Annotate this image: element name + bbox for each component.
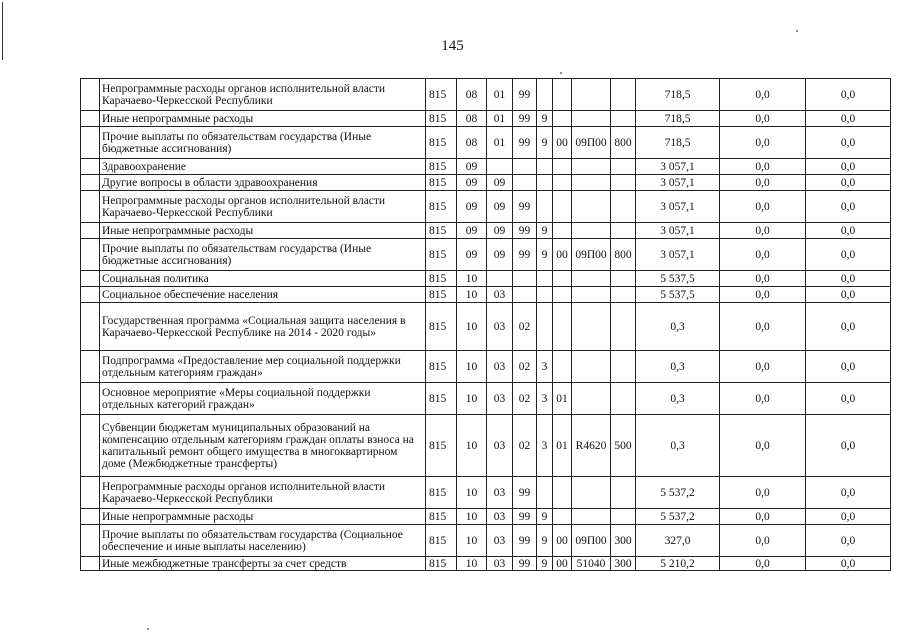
direction-code-cell: 09П00 (572, 525, 611, 557)
event-code-cell (553, 223, 572, 239)
table-row (81, 525, 891, 557)
subprogram-code-cell (537, 175, 553, 191)
section-code-cell: 10 (457, 351, 487, 383)
scan-speck (560, 72, 562, 74)
amount-cell: 5 537,2 (636, 477, 720, 509)
amount-cell: 0,0 (720, 111, 806, 127)
expense-type-cell (611, 383, 636, 415)
section-code-cell: 10 (457, 509, 487, 525)
direction-code-cell (572, 271, 611, 287)
table-row (81, 509, 891, 525)
row-margin-cell (81, 415, 100, 477)
admin-code-cell: 815 (426, 509, 457, 525)
program-code-cell: 99 (513, 79, 537, 111)
row-margin-cell (81, 557, 100, 571)
expense-type-cell (611, 111, 636, 127)
amount-cell: 5 537,5 (636, 287, 720, 303)
amount-cell: 0,0 (806, 239, 891, 271)
item-name-cell: Социальная политика (100, 271, 426, 287)
amount-cell: 0,0 (806, 223, 891, 239)
section-code-cell: 10 (457, 287, 487, 303)
amount-cell: 718,5 (636, 111, 720, 127)
subsection-code-cell: 03 (487, 509, 513, 525)
item-name-cell: Государственная программа «Социальная защита населения в Карачаево-Черкесской Республике на 2014 - 2020 годы» (100, 303, 426, 351)
admin-code-cell: 815 (426, 303, 457, 351)
direction-code-cell (572, 191, 611, 223)
amount-cell: 0,0 (720, 159, 806, 175)
amount-cell: 0,0 (720, 557, 806, 571)
section-code-cell: 10 (457, 415, 487, 477)
direction-code-cell: 09П00 (572, 239, 611, 271)
item-name-cell: Иные непрограммные расходы (100, 223, 426, 239)
program-code-cell: 99 (513, 191, 537, 223)
item-name-cell: Прочие выплаты по обязательствам государства (Социальное обеспечение и иные выплаты населению) (100, 525, 426, 557)
event-code-cell (553, 159, 572, 175)
amount-cell: 0,3 (636, 383, 720, 415)
item-name-cell: Социальное обеспечение населения (100, 287, 426, 303)
row-margin-cell (81, 79, 100, 111)
program-code-cell: 99 (513, 525, 537, 557)
expense-type-cell: 800 (611, 239, 636, 271)
subsection-code-cell: 03 (487, 351, 513, 383)
direction-code-cell: 51040 (572, 557, 611, 571)
subprogram-code-cell: 3 (537, 351, 553, 383)
subsection-code-cell: 03 (487, 303, 513, 351)
amount-cell: 5 537,2 (636, 509, 720, 525)
section-code-cell: 09 (457, 191, 487, 223)
program-code-cell: 02 (513, 415, 537, 477)
admin-code-cell: 815 (426, 159, 457, 175)
expense-type-cell (611, 477, 636, 509)
subprogram-code-cell (537, 191, 553, 223)
subprogram-code-cell (537, 271, 553, 287)
table-body (81, 79, 891, 571)
item-name-cell: Непрограммные расходы органов исполнительной власти Карачаево-Черкесской Республики (100, 477, 426, 509)
event-code-cell: 00 (553, 239, 572, 271)
table-row (81, 557, 891, 571)
subsection-code-cell: 01 (487, 127, 513, 159)
table-row (81, 271, 891, 287)
amount-cell: 3 057,1 (636, 191, 720, 223)
admin-code-cell: 815 (426, 415, 457, 477)
amount-cell: 0,0 (806, 415, 891, 477)
amount-cell: 0,0 (720, 271, 806, 287)
subprogram-code-cell: 3 (537, 415, 553, 477)
program-code-cell: 99 (513, 557, 537, 571)
amount-cell: 0,0 (720, 509, 806, 525)
section-code-cell: 09 (457, 159, 487, 175)
row-margin-cell (81, 525, 100, 557)
subprogram-code-cell (537, 303, 553, 351)
program-code-cell (513, 159, 537, 175)
subprogram-code-cell: 3 (537, 383, 553, 415)
admin-code-cell: 815 (426, 525, 457, 557)
row-margin-cell (81, 383, 100, 415)
event-code-cell: 01 (553, 415, 572, 477)
admin-code-cell: 815 (426, 287, 457, 303)
direction-code-cell (572, 509, 611, 525)
subsection-code-cell: 09 (487, 175, 513, 191)
section-code-cell: 10 (457, 477, 487, 509)
table-row (81, 415, 891, 477)
subprogram-code-cell: 9 (537, 525, 553, 557)
expense-type-cell (611, 351, 636, 383)
amount-cell: 3 057,1 (636, 175, 720, 191)
event-code-cell: 00 (553, 127, 572, 159)
expense-type-cell (611, 303, 636, 351)
subprogram-code-cell: 9 (537, 223, 553, 239)
section-code-cell: 10 (457, 557, 487, 571)
item-name-cell: Непрограммные расходы органов исполнительной власти Карачаево-Черкесской Республики (100, 79, 426, 111)
subprogram-code-cell: 9 (537, 111, 553, 127)
event-code-cell (553, 351, 572, 383)
program-code-cell (513, 175, 537, 191)
program-code-cell: 99 (513, 509, 537, 525)
amount-cell: 0,0 (806, 383, 891, 415)
program-code-cell (513, 271, 537, 287)
subsection-code-cell (487, 159, 513, 175)
admin-code-cell: 815 (426, 557, 457, 571)
amount-cell: 3 057,1 (636, 159, 720, 175)
event-code-cell (553, 191, 572, 223)
amount-cell: 0,0 (806, 127, 891, 159)
program-code-cell: 02 (513, 383, 537, 415)
section-code-cell: 08 (457, 127, 487, 159)
item-name-cell: Иные непрограммные расходы (100, 111, 426, 127)
row-margin-cell (81, 351, 100, 383)
subprogram-code-cell (537, 287, 553, 303)
subsection-code-cell: 03 (487, 477, 513, 509)
direction-code-cell (572, 287, 611, 303)
subsection-code-cell: 01 (487, 79, 513, 111)
amount-cell: 718,5 (636, 127, 720, 159)
amount-cell: 3 057,1 (636, 239, 720, 271)
direction-code-cell: 09П00 (572, 127, 611, 159)
item-name-cell: Иные непрограммные расходы (100, 509, 426, 525)
amount-cell: 0,0 (720, 191, 806, 223)
item-name-cell: Другие вопросы в области здравоохранения (100, 175, 426, 191)
subprogram-code-cell: 9 (537, 557, 553, 571)
scan-speck (796, 30, 798, 32)
amount-cell: 0,0 (806, 303, 891, 351)
row-margin-cell (81, 111, 100, 127)
event-code-cell (553, 271, 572, 287)
admin-code-cell: 815 (426, 239, 457, 271)
admin-code-cell: 815 (426, 111, 457, 127)
row-margin-cell (81, 127, 100, 159)
item-name-cell: Иные межбюджетные трансферты за счет средств (100, 557, 426, 571)
table-row (81, 477, 891, 509)
program-code-cell: 02 (513, 351, 537, 383)
subprogram-code-cell (537, 159, 553, 175)
budget-table (80, 78, 891, 571)
expense-type-cell: 500 (611, 415, 636, 477)
subsection-code-cell: 03 (487, 525, 513, 557)
amount-cell: 5 210,2 (636, 557, 720, 571)
amount-cell: 0,0 (720, 383, 806, 415)
amount-cell: 0,0 (806, 191, 891, 223)
direction-code-cell (572, 477, 611, 509)
amount-cell: 5 537,5 (636, 271, 720, 287)
page-number: 145 (441, 38, 464, 54)
amount-cell: 0,0 (806, 287, 891, 303)
subprogram-code-cell (537, 477, 553, 509)
program-code-cell: 99 (513, 477, 537, 509)
table-row (81, 223, 891, 239)
table-row (81, 111, 891, 127)
expense-type-cell (611, 175, 636, 191)
amount-cell: 0,0 (720, 525, 806, 557)
table-row (81, 191, 891, 223)
direction-code-cell (572, 159, 611, 175)
direction-code-cell (572, 351, 611, 383)
section-code-cell: 08 (457, 79, 487, 111)
expense-type-cell: 300 (611, 525, 636, 557)
subsection-code-cell: 03 (487, 383, 513, 415)
subsection-code-cell: 01 (487, 111, 513, 127)
amount-cell: 0,0 (720, 223, 806, 239)
event-code-cell (553, 477, 572, 509)
amount-cell: 0,0 (806, 175, 891, 191)
amount-cell: 0,0 (806, 525, 891, 557)
admin-code-cell: 815 (426, 79, 457, 111)
amount-cell: 327,0 (636, 525, 720, 557)
program-code-cell: 99 (513, 111, 537, 127)
section-code-cell: 10 (457, 525, 487, 557)
expense-type-cell (611, 287, 636, 303)
row-margin-cell (81, 477, 100, 509)
event-code-cell (553, 509, 572, 525)
event-code-cell (553, 111, 572, 127)
section-code-cell: 09 (457, 223, 487, 239)
section-code-cell: 10 (457, 271, 487, 287)
table-row (81, 175, 891, 191)
direction-code-cell (572, 303, 611, 351)
section-code-cell: 09 (457, 239, 487, 271)
subsection-code-cell (487, 271, 513, 287)
expense-type-cell (611, 509, 636, 525)
direction-code-cell (572, 79, 611, 111)
amount-cell: 0,0 (806, 79, 891, 111)
program-code-cell: 99 (513, 223, 537, 239)
amount-cell: 0,0 (806, 509, 891, 525)
table-row (81, 79, 891, 111)
row-margin-cell (81, 223, 100, 239)
row-margin-cell (81, 239, 100, 271)
table-row (81, 351, 891, 383)
row-margin-cell (81, 159, 100, 175)
amount-cell: 0,0 (720, 415, 806, 477)
amount-cell: 0,0 (806, 111, 891, 127)
direction-code-cell: R4620 (572, 415, 611, 477)
amount-cell: 0,0 (720, 239, 806, 271)
expense-type-cell: 300 (611, 557, 636, 571)
amount-cell: 0,0 (720, 351, 806, 383)
item-name-cell: Подпрограмма «Предоставление мер социальной поддержки отдельным категориям граждан» (100, 351, 426, 383)
amount-cell: 3 057,1 (636, 223, 720, 239)
section-code-cell: 10 (457, 383, 487, 415)
program-code-cell (513, 287, 537, 303)
expense-type-cell: 800 (611, 127, 636, 159)
subsection-code-cell: 09 (487, 191, 513, 223)
amount-cell: 0,3 (636, 415, 720, 477)
admin-code-cell: 815 (426, 175, 457, 191)
item-name-cell: Здравоохранение (100, 159, 426, 175)
table-row (81, 287, 891, 303)
item-name-cell: Прочие выплаты по обязательствам государства (Иные бюджетные ассигнования) (100, 239, 426, 271)
admin-code-cell: 815 (426, 223, 457, 239)
amount-cell: 0,0 (806, 271, 891, 287)
amount-cell: 0,3 (636, 351, 720, 383)
amount-cell: 0,0 (806, 159, 891, 175)
admin-code-cell: 815 (426, 191, 457, 223)
program-code-cell: 99 (513, 127, 537, 159)
amount-cell: 0,0 (720, 79, 806, 111)
table-row (81, 383, 891, 415)
event-code-cell (553, 303, 572, 351)
table-row (81, 159, 891, 175)
subprogram-code-cell: 9 (537, 127, 553, 159)
admin-code-cell: 815 (426, 351, 457, 383)
expense-type-cell (611, 191, 636, 223)
table-row (81, 303, 891, 351)
amount-cell: 0,0 (720, 127, 806, 159)
subprogram-code-cell: 9 (537, 239, 553, 271)
item-name-cell: Непрограммные расходы органов исполнительной власти Карачаево-Черкесской Республики (100, 191, 426, 223)
section-code-cell: 09 (457, 175, 487, 191)
amount-cell: 0,0 (806, 351, 891, 383)
program-code-cell: 99 (513, 239, 537, 271)
direction-code-cell (572, 175, 611, 191)
direction-code-cell (572, 223, 611, 239)
admin-code-cell: 815 (426, 477, 457, 509)
amount-cell: 0,0 (806, 477, 891, 509)
expense-type-cell (611, 223, 636, 239)
row-margin-cell (81, 175, 100, 191)
amount-cell: 0,0 (720, 175, 806, 191)
row-margin-cell (81, 303, 100, 351)
section-code-cell: 10 (457, 303, 487, 351)
amount-cell: 0,0 (720, 303, 806, 351)
event-code-cell: 00 (553, 525, 572, 557)
subprogram-code-cell: 9 (537, 509, 553, 525)
event-code-cell (553, 287, 572, 303)
amount-cell: 0,0 (806, 557, 891, 571)
subsection-code-cell: 09 (487, 223, 513, 239)
admin-code-cell: 815 (426, 271, 457, 287)
row-margin-cell (81, 271, 100, 287)
scan-speck (147, 628, 149, 630)
section-code-cell: 08 (457, 111, 487, 127)
table-row (81, 239, 891, 271)
subsection-code-cell: 03 (487, 287, 513, 303)
row-margin-cell (81, 287, 100, 303)
expense-type-cell (611, 271, 636, 287)
subsection-code-cell: 03 (487, 557, 513, 571)
admin-code-cell: 815 (426, 383, 457, 415)
expense-type-cell (611, 79, 636, 111)
amount-cell: 0,0 (720, 477, 806, 509)
item-name-cell: Прочие выплаты по обязательствам государства (Иные бюджетные ассигнования) (100, 127, 426, 159)
item-name-cell: Основное мероприятие «Меры социальной поддержки отдельных категорий граждан» (100, 383, 426, 415)
table-row (81, 127, 891, 159)
row-margin-cell (81, 191, 100, 223)
admin-code-cell: 815 (426, 127, 457, 159)
program-code-cell: 02 (513, 303, 537, 351)
direction-code-cell (572, 383, 611, 415)
item-name-cell: Субвенции бюджетам муниципальных образований на компенсацию отдельным категориям граждан оплаты взноса на капитальный ремонт общего имущества в многоквартирном доме (Межбюджетные трансферты) (100, 415, 426, 477)
amount-cell: 0,3 (636, 303, 720, 351)
event-code-cell (553, 79, 572, 111)
subsection-code-cell: 03 (487, 415, 513, 477)
event-code-cell (553, 175, 572, 191)
event-code-cell: 00 (553, 557, 572, 571)
direction-code-cell (572, 111, 611, 127)
event-code-cell: 01 (553, 383, 572, 415)
subprogram-code-cell (537, 79, 553, 111)
amount-cell: 0,0 (720, 287, 806, 303)
expense-type-cell (611, 159, 636, 175)
subsection-code-cell: 09 (487, 239, 513, 271)
row-margin-cell (81, 509, 100, 525)
amount-cell: 718,5 (636, 79, 720, 111)
